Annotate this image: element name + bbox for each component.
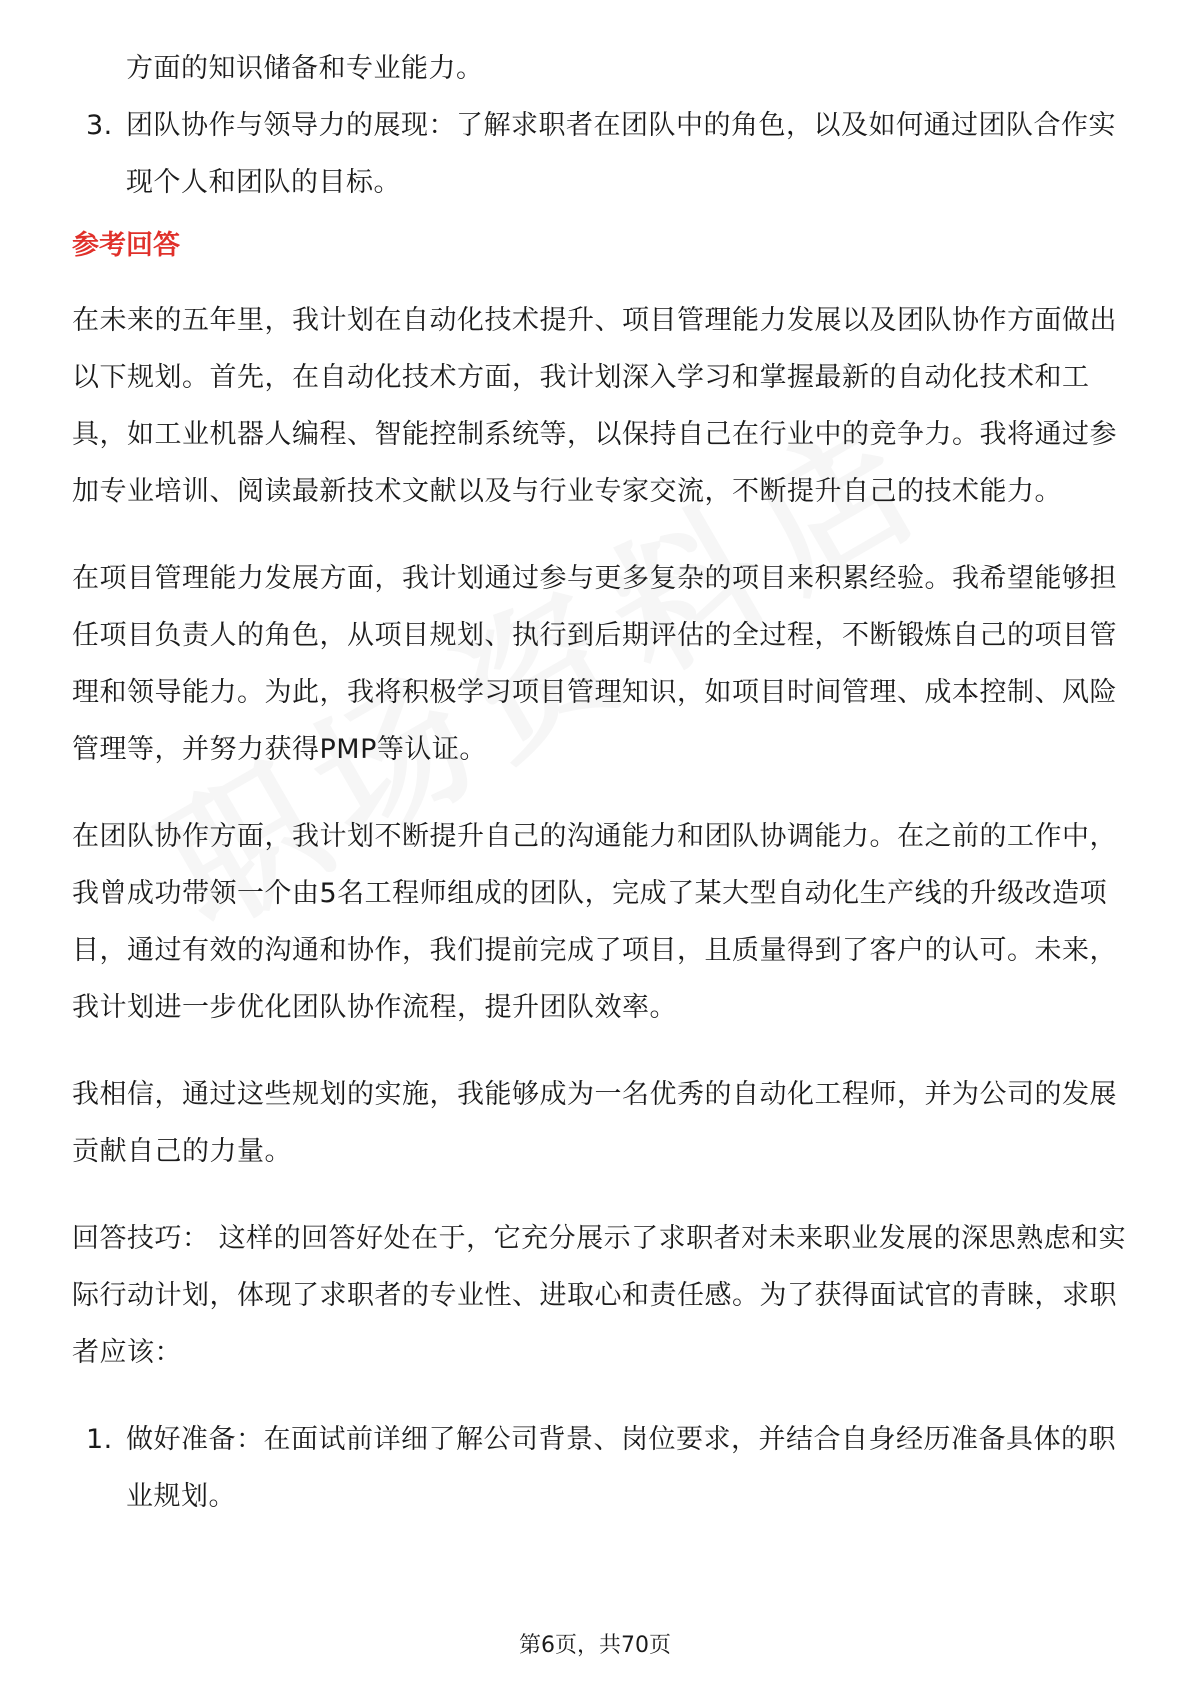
list-item-text: 方面的知识储备和专业能力。: [126, 53, 484, 84]
page-footer: 第6页，共70页: [519, 1633, 671, 1658]
list-item: [72, 97, 1132, 211]
page-content: [72, 40, 1132, 1525]
section-heading: 参考回答: [72, 230, 180, 261]
list-item-continuation: [72, 40, 1132, 97]
paragraph: 我相信，通过这些规划的实施，我能够成为一名优秀的自动化工程师，并为公司的发展贡献自己的力量。: [72, 1079, 1117, 1167]
answer-tips-paragraph: 回答技巧： 这样的回答好处在于，它充分展示了求职者对未来职业发展的深思熟虑和实际行动计划，体现了求职者的专业性、进取心和责任感。为了获得面试官的青睐，求职者应该：: [72, 1223, 1127, 1368]
paragraph: 在项目管理能力发展方面，我计划通过参与更多复杂的项目来积累经验。我希望能够担任项目负责人的角色，从项目规划、执行到后期评估的全过程，不断锻炼自己的项目管理和领导能力。为此，我将积极学习项目管理知识，如项目时间管理、成本控制、风险管理等，并努力获得PMP等认证。: [72, 563, 1117, 765]
list-number: 1.: [86, 1424, 113, 1455]
paragraph: 在未来的五年里，我计划在自动化技术提升、项目管理能力发展以及团队协作方面做出以下规划。首先，在自动化技术方面，我计划深入学习和掌握最新的自动化技术和工具，如工业机器人编程、智能控制系统等，以保持自己在行业中的竞争力。我将通过参加专业培训、阅读最新技术文献以及与行业专家交流，不断提升自己的技术能力。: [72, 305, 1117, 507]
paragraph: 在团队协作方面，我计划不断提升自己的沟通能力和团队协调能力。在之前的工作中，我曾成功带领一个由5名工程师组成的团队，完成了某大型自动化生产线的升级改造项目，通过有效的沟通和协作，我们提前完成了项目，且质量得到了客户的认可。未来，我计划进一步优化团队协作流程，提升团队效率。: [72, 821, 1117, 1023]
list-item-text: 做好准备：在面试前详细了解公司背景、岗位要求，并结合自身经历准备具体的职业规划。: [126, 1424, 1116, 1512]
list-item-text: 团队协作与领导力的展现：了解求职者在团队中的角色，以及如何通过团队合作实现个人和团队的目标。: [126, 110, 1116, 198]
list-item: [72, 1411, 1132, 1525]
list-number: 3.: [86, 110, 113, 141]
